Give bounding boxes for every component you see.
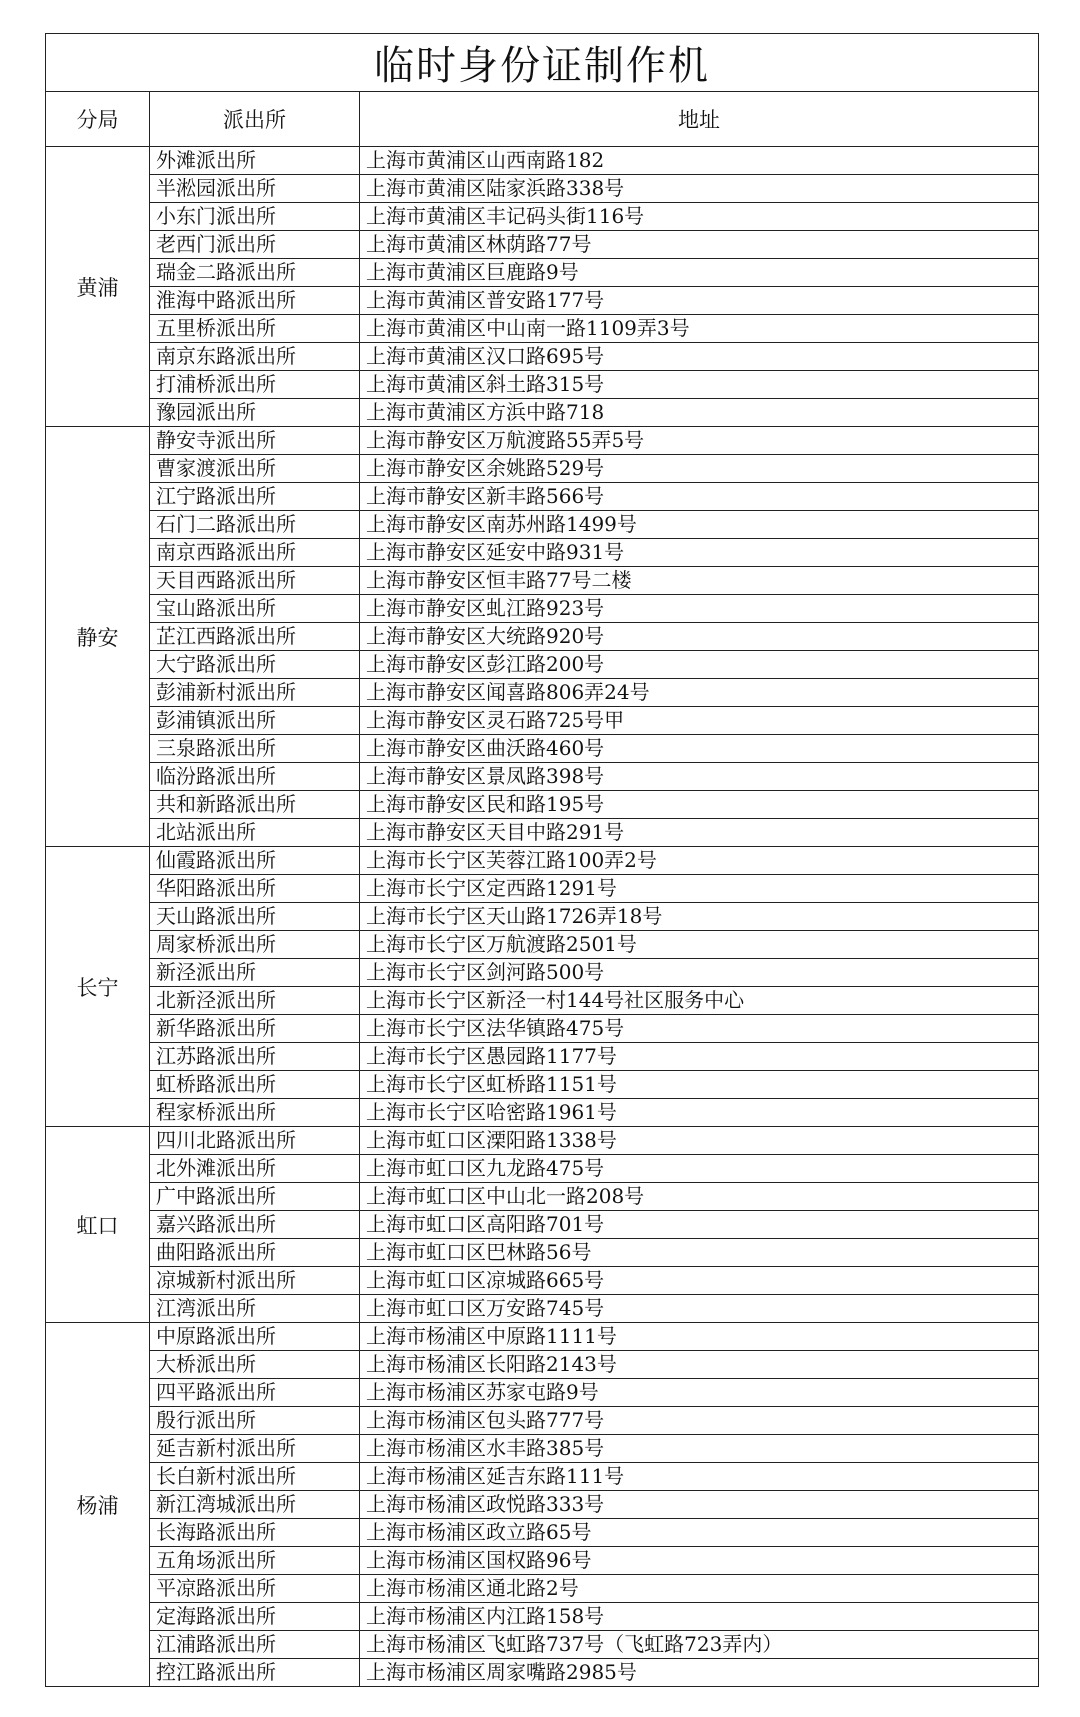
address-cell: 上海市静安区大统路920号 (360, 623, 1039, 651)
address-cell: 上海市静安区民和路195号 (360, 791, 1039, 819)
district-cell: 虹口 (46, 1127, 150, 1323)
station-cell: 淮海中路派出所 (150, 287, 360, 315)
district-cell: 静安 (46, 427, 150, 847)
station-cell: 共和新路派出所 (150, 791, 360, 819)
address-cell: 上海市杨浦区政立路65号 (360, 1519, 1039, 1547)
station-cell: 彭浦新村派出所 (150, 679, 360, 707)
address-cell: 上海市虹口区溧阳路1338号 (360, 1127, 1039, 1155)
page-title: 临时身份证制作机 (46, 34, 1039, 92)
address-cell: 上海市长宁区万航渡路2501号 (360, 931, 1039, 959)
address-cell: 上海市杨浦区政悦路333号 (360, 1491, 1039, 1519)
station-cell: 五角场派出所 (150, 1547, 360, 1575)
address-cell: 上海市杨浦区苏家屯路9号 (360, 1379, 1039, 1407)
table-row (46, 287, 1039, 315)
station-cell: 长白新村派出所 (150, 1463, 360, 1491)
station-cell: 天山路派出所 (150, 903, 360, 931)
station-cell: 芷江西路派出所 (150, 623, 360, 651)
station-cell: 程家桥派出所 (150, 1099, 360, 1127)
table-row (46, 1211, 1039, 1239)
station-cell: 南京东路派出所 (150, 343, 360, 371)
station-cell: 南京西路派出所 (150, 539, 360, 567)
station-cell: 凉城新村派出所 (150, 1267, 360, 1295)
table-row (46, 147, 1039, 175)
address-cell: 上海市静安区延安中路931号 (360, 539, 1039, 567)
table-row (46, 1295, 1039, 1323)
district-cell: 长宁 (46, 847, 150, 1127)
station-cell: 三泉路派出所 (150, 735, 360, 763)
police-station-table (45, 33, 1039, 1687)
station-cell: 彭浦镇派出所 (150, 707, 360, 735)
address-cell: 上海市杨浦区长阳路2143号 (360, 1351, 1039, 1379)
station-cell: 中原路派出所 (150, 1323, 360, 1351)
table-continuation (45, 1707, 1038, 1717)
table-row (46, 539, 1039, 567)
address-cell: 上海市黄浦区方浜中路718 (360, 399, 1039, 427)
table-row (46, 1239, 1039, 1267)
station-cell: 控江路派出所 (150, 1659, 360, 1687)
station-cell: 殷行派出所 (150, 1407, 360, 1435)
table-row (46, 1547, 1039, 1575)
address-cell: 上海市黄浦区林荫路77号 (360, 231, 1039, 259)
station-cell: 豫园派出所 (150, 399, 360, 427)
address-cell: 上海市黄浦区斜土路315号 (360, 371, 1039, 399)
table-row (46, 567, 1039, 595)
table-row (46, 371, 1039, 399)
address-cell: 上海市长宁区哈密路1961号 (360, 1099, 1039, 1127)
table-row (46, 455, 1039, 483)
station-cell: 大宁路派出所 (150, 651, 360, 679)
table-row (46, 595, 1039, 623)
district-cell: 杨浦 (46, 1323, 150, 1687)
station-cell: 新泾派出所 (150, 959, 360, 987)
station-cell: 江湾派出所 (150, 1295, 360, 1323)
address-cell: 上海市黄浦区普安路177号 (360, 287, 1039, 315)
address-cell: 上海市杨浦区飞虹路737号（飞虹路723弄内） (360, 1631, 1039, 1659)
station-cell: 华阳路派出所 (150, 875, 360, 903)
table-row (46, 987, 1039, 1015)
table-row (46, 315, 1039, 343)
district-cell: 黄浦 (46, 147, 150, 427)
address-cell: 上海市长宁区芙蓉江路100弄2号 (360, 847, 1039, 875)
address-cell: 上海市黄浦区丰记码头街116号 (360, 203, 1039, 231)
station-cell: 北站派出所 (150, 819, 360, 847)
address-cell: 上海市杨浦区水丰路385号 (360, 1435, 1039, 1463)
station-cell: 嘉兴路派出所 (150, 1211, 360, 1239)
station-cell: 江苏路派出所 (150, 1043, 360, 1071)
address-cell: 上海市长宁区剑河路500号 (360, 959, 1039, 987)
station-cell: 瑞金二路派出所 (150, 259, 360, 287)
address-cell: 上海市长宁区新泾一村144号社区服务中心 (360, 987, 1039, 1015)
address-cell: 上海市长宁区虹桥路1151号 (360, 1071, 1039, 1099)
station-cell: 天目西路派出所 (150, 567, 360, 595)
address-cell: 上海市虹口区凉城路665号 (360, 1267, 1039, 1295)
table-row (46, 1519, 1039, 1547)
table-row (46, 959, 1039, 987)
table-row (46, 903, 1039, 931)
table-row (46, 1575, 1039, 1603)
address-cell: 上海市静安区景凤路398号 (360, 763, 1039, 791)
address-cell: 上海市杨浦区中原路1111号 (360, 1323, 1039, 1351)
table-row (46, 623, 1039, 651)
address-cell: 上海市长宁区法华镇路475号 (360, 1015, 1039, 1043)
station-cell: 打浦桥派出所 (150, 371, 360, 399)
address-cell: 上海市杨浦区内江路158号 (360, 1603, 1039, 1631)
table-row (46, 931, 1039, 959)
table-row (46, 1155, 1039, 1183)
address-cell: 上海市静安区虬江路923号 (360, 595, 1039, 623)
address-cell: 上海市杨浦区周家嘴路2985号 (360, 1659, 1039, 1687)
address-cell: 上海市虹口区巴林路56号 (360, 1239, 1039, 1267)
table-row (46, 259, 1039, 287)
station-cell: 延吉新村派出所 (150, 1435, 360, 1463)
table-row (46, 203, 1039, 231)
address-cell: 上海市长宁区天山路1726弄18号 (360, 903, 1039, 931)
table-row (46, 847, 1039, 875)
station-cell: 大桥派出所 (150, 1351, 360, 1379)
address-cell: 上海市静安区万航渡路55弄5号 (360, 427, 1039, 455)
station-cell: 江浦路派出所 (150, 1631, 360, 1659)
station-cell: 曲阳路派出所 (150, 1239, 360, 1267)
table-row (46, 1099, 1039, 1127)
table-row (46, 1043, 1039, 1071)
column-header-address: 地址 (360, 92, 1039, 147)
address-cell: 上海市黄浦区中山南一路1109弄3号 (360, 315, 1039, 343)
station-cell: 定海路派出所 (150, 1603, 360, 1631)
address-cell: 上海市静安区恒丰路77号二楼 (360, 567, 1039, 595)
address-cell: 上海市静安区南苏州路1499号 (360, 511, 1039, 539)
table-row (46, 875, 1039, 903)
station-cell: 新江湾城派出所 (150, 1491, 360, 1519)
station-cell: 新华路派出所 (150, 1015, 360, 1043)
station-cell: 周家桥派出所 (150, 931, 360, 959)
table-row (46, 1407, 1039, 1435)
station-cell: 半淞园派出所 (150, 175, 360, 203)
table-row (46, 427, 1039, 455)
station-cell: 北外滩派出所 (150, 1155, 360, 1183)
station-cell: 仙霞路派出所 (150, 847, 360, 875)
station-cell: 虹桥路派出所 (150, 1071, 360, 1099)
address-cell: 上海市静安区天目中路291号 (360, 819, 1039, 847)
station-cell: 四川北路派出所 (150, 1127, 360, 1155)
table-row (46, 763, 1039, 791)
table-row (46, 483, 1039, 511)
address-cell: 上海市静安区彭江路200号 (360, 651, 1039, 679)
table-row (46, 1351, 1039, 1379)
table-row (46, 735, 1039, 763)
address-cell: 上海市杨浦区国权路96号 (360, 1547, 1039, 1575)
address-cell: 上海市黄浦区巨鹿路9号 (360, 259, 1039, 287)
address-cell: 上海市静安区闻喜路806弄24号 (360, 679, 1039, 707)
address-cell: 上海市静安区灵石路725号甲 (360, 707, 1039, 735)
table-row (46, 1631, 1039, 1659)
station-cell: 长海路派出所 (150, 1519, 360, 1547)
station-cell: 江宁路派出所 (150, 483, 360, 511)
table-row (46, 1323, 1039, 1351)
table-row (46, 1183, 1039, 1211)
table-row (46, 679, 1039, 707)
address-cell: 上海市虹口区万安路745号 (360, 1295, 1039, 1323)
table-row (46, 1127, 1039, 1155)
table-row (46, 1267, 1039, 1295)
station-cell: 五里桥派出所 (150, 315, 360, 343)
table-row (46, 791, 1039, 819)
address-cell: 上海市黄浦区山西南路182 (360, 147, 1039, 175)
address-cell: 上海市虹口区中山北一路208号 (360, 1183, 1039, 1211)
station-cell: 临汾路派出所 (150, 763, 360, 791)
station-cell: 北新泾派出所 (150, 987, 360, 1015)
address-cell: 上海市长宁区愚园路1177号 (360, 1043, 1039, 1071)
station-cell: 四平路派出所 (150, 1379, 360, 1407)
address-cell: 上海市黄浦区汉口路695号 (360, 343, 1039, 371)
table-row (46, 399, 1039, 427)
address-cell: 上海市杨浦区延吉东路111号 (360, 1463, 1039, 1491)
table-body (46, 147, 1039, 1687)
address-cell: 上海市杨浦区通北路2号 (360, 1575, 1039, 1603)
table-row (46, 1435, 1039, 1463)
table-row (46, 707, 1039, 735)
table-row (46, 1015, 1039, 1043)
address-cell: 上海市长宁区定西路1291号 (360, 875, 1039, 903)
station-cell: 平凉路派出所 (150, 1575, 360, 1603)
table-row (46, 175, 1039, 203)
station-cell: 广中路派出所 (150, 1183, 360, 1211)
table-row (46, 1659, 1039, 1687)
table-row (46, 1071, 1039, 1099)
address-cell: 上海市静安区新丰路566号 (360, 483, 1039, 511)
table-row (46, 511, 1039, 539)
table-row (46, 1603, 1039, 1631)
station-cell: 外滩派出所 (150, 147, 360, 175)
column-header-station: 派出所 (150, 92, 360, 147)
address-cell: 上海市黄浦区陆家浜路338号 (360, 175, 1039, 203)
station-cell: 石门二路派出所 (150, 511, 360, 539)
table-row (46, 819, 1039, 847)
station-cell: 静安寺派出所 (150, 427, 360, 455)
address-cell: 上海市虹口区九龙路475号 (360, 1155, 1039, 1183)
address-cell: 上海市虹口区高阳路701号 (360, 1211, 1039, 1239)
table-row (46, 1491, 1039, 1519)
address-cell: 上海市静安区余姚路529号 (360, 455, 1039, 483)
station-cell: 曹家渡派出所 (150, 455, 360, 483)
table-row (46, 651, 1039, 679)
address-cell: 上海市静安区曲沃路460号 (360, 735, 1039, 763)
table-row (46, 1463, 1039, 1491)
column-header-district: 分局 (46, 92, 150, 147)
station-cell: 宝山路派出所 (150, 595, 360, 623)
address-cell: 上海市杨浦区包头路777号 (360, 1407, 1039, 1435)
table-row (46, 1379, 1039, 1407)
station-cell: 小东门派出所 (150, 203, 360, 231)
table-row (46, 343, 1039, 371)
table-row (46, 231, 1039, 259)
station-cell: 老西门派出所 (150, 231, 360, 259)
